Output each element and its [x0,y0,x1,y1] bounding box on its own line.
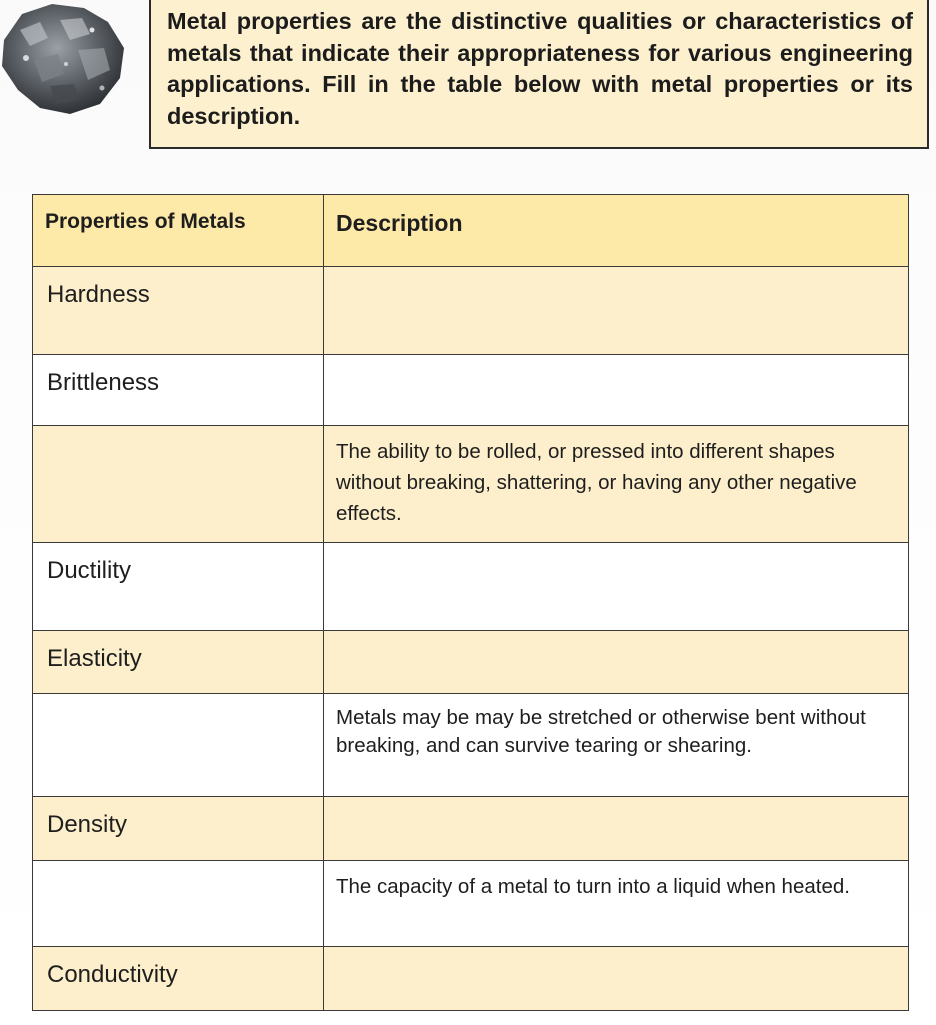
description-cell[interactable] [324,267,909,355]
property-cell[interactable] [33,426,324,543]
property-cell[interactable]: Ductility [33,543,324,631]
property-cell[interactable]: Conductivity [33,947,324,1011]
description-cell[interactable] [324,543,909,631]
table-row [33,797,909,861]
table-row [33,355,909,426]
property-cell[interactable]: Density [33,797,324,861]
instructions-text: Metal properties are the distinctive qualities or characteristics of metals that indicate their appropriateness for various engineering applications. Fill in the table below with metal properties or its description. [167,8,913,129]
property-cell[interactable]: Elasticity [33,631,324,694]
description-cell[interactable]: The ability to be rolled, or pressed into different shapes without breaking, shattering, or having any other negative effects. [324,426,909,543]
description-cell[interactable] [324,355,909,426]
header-description: Description [324,195,909,267]
description-cell[interactable]: Metals may be may be stretched or otherwise bent without breaking, and can survive tearing or shearing. [324,694,909,797]
table-row [33,426,909,543]
instructions-box [149,0,929,149]
table-row [33,631,909,694]
property-cell[interactable]: Brittleness [33,355,324,426]
table-row [33,543,909,631]
property-cell[interactable] [33,694,324,797]
description-cell[interactable] [324,631,909,694]
metal-ore-image [0,0,128,120]
table-row [33,861,909,947]
table-row [33,694,909,797]
table-row [33,947,909,1011]
metal-properties-table [32,194,909,1011]
description-cell[interactable] [324,797,909,861]
header-properties: Properties of Metals [33,195,324,267]
description-cell[interactable]: The capacity of a metal to turn into a liquid when heated. [324,861,909,947]
table-header-row [33,195,909,267]
table-row [33,267,909,355]
description-cell[interactable] [324,947,909,1011]
property-cell[interactable]: Hardness [33,267,324,355]
property-cell[interactable] [33,861,324,947]
